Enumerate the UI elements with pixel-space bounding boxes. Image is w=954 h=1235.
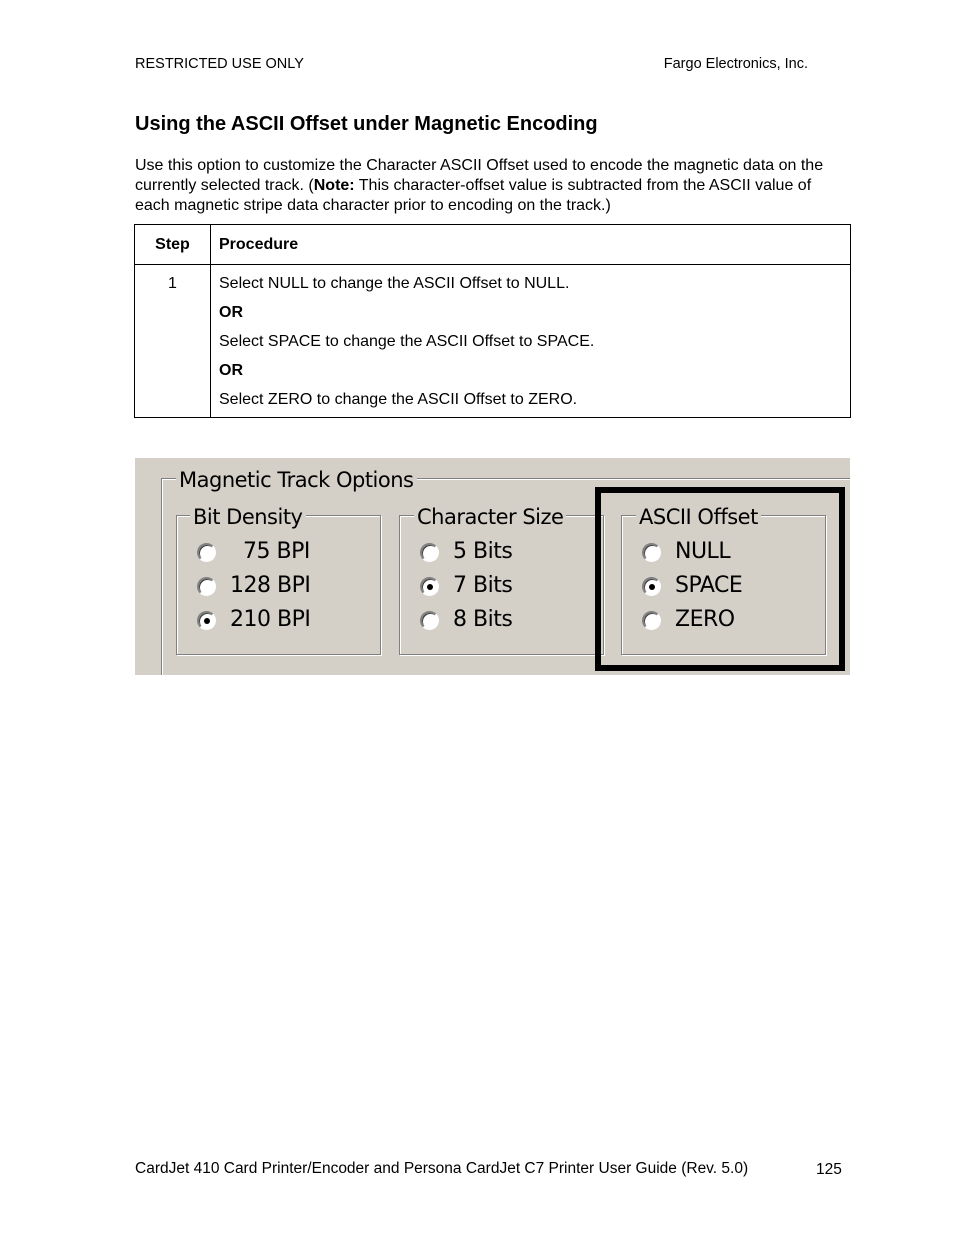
radio-button[interactable] [420, 543, 439, 562]
step-number: 1 [135, 265, 211, 418]
ascii-offset-title: ASCII Offset [636, 505, 761, 529]
procedure-or: OR [219, 362, 243, 379]
procedure-table [134, 224, 851, 418]
radio-button[interactable] [197, 577, 216, 596]
radio-button[interactable] [197, 543, 216, 562]
radio-label: 75 BPI [230, 539, 310, 564]
procedure-or: OR [219, 304, 243, 321]
radio-label: SPACE [675, 573, 743, 598]
header-company: Fargo Electronics, Inc. [663, 56, 808, 72]
radio-75-bpi[interactable] [197, 540, 310, 564]
radio-button-selected[interactable] [420, 577, 439, 596]
procedure-cell [211, 265, 851, 418]
intro-note-label: Note: [313, 177, 355, 194]
radio-label: 7 Bits [453, 573, 513, 598]
table-header-row [135, 225, 851, 265]
radio-button[interactable] [420, 611, 439, 630]
procedure-line-null: Select NULL to change the ASCII Offset to NULL. [219, 275, 570, 292]
radio-5-bits[interactable] [420, 540, 512, 564]
intro-paragraph [135, 156, 835, 216]
radio-128-bpi[interactable] [197, 574, 310, 598]
radio-label: ZERO [675, 607, 735, 632]
procedure-line-space: Select SPACE to change the ASCII Offset to SPACE. [219, 333, 595, 350]
footer-page-number: 125 [816, 1161, 842, 1178]
radio-210-bpi[interactable] [197, 608, 310, 632]
magnetic-track-options-screenshot [135, 458, 850, 675]
step-header: Step [135, 225, 211, 265]
procedure-header: Procedure [211, 225, 851, 265]
magnetic-track-options-title: Magnetic Track Options [176, 468, 417, 492]
procedure-line-zero: Select ZERO to change the ASCII Offset to ZERO. [219, 391, 578, 408]
bit-density-title: Bit Density [190, 505, 306, 529]
radio-label: 5 Bits [453, 539, 513, 564]
header-restricted: RESTRICTED USE ONLY [135, 56, 304, 72]
character-size-title: Character Size [414, 505, 566, 529]
section-title: Using the ASCII Offset under Magnetic Encoding [135, 113, 598, 135]
table-row [135, 265, 851, 418]
radio-7-bits[interactable] [420, 574, 512, 598]
intro-text-1: Use this option to customize the Character ASCII Offset used to encode the magnetic data on the currently selected track. ( [135, 157, 824, 194]
radio-label: 8 Bits [453, 607, 513, 632]
ascii-offset-highlight-box [595, 487, 845, 671]
radio-label: 210 BPI [230, 607, 311, 632]
footer-guide-title: CardJet 410 Card Printer/Encoder and Persona CardJet C7 Printer User Guide (Rev. 5.0) [135, 1160, 749, 1177]
radio-8-bits[interactable] [420, 608, 512, 632]
radio-label: 128 BPI [230, 573, 311, 598]
radio-button-selected[interactable] [197, 611, 216, 630]
intro-text-2: This character-offset value is subtracted from the ASCII value of each magnetic stripe data character prior to encoding on the track.) [135, 177, 812, 214]
radio-label: NULL [675, 539, 731, 564]
